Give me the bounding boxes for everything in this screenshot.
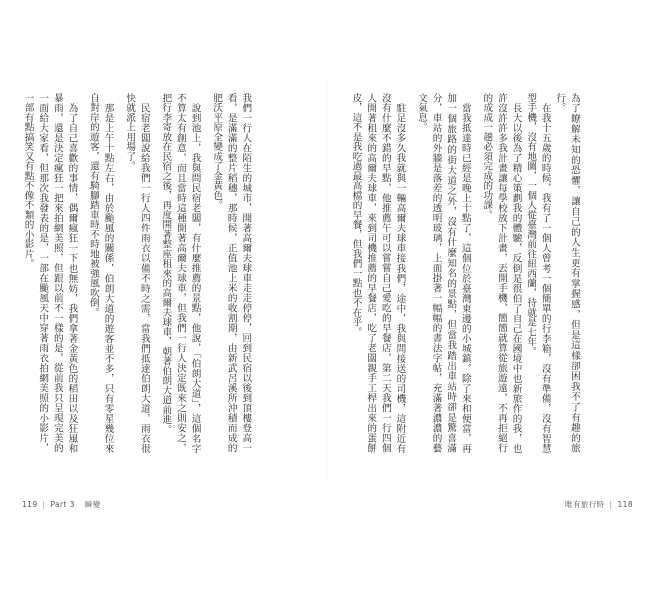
running-title: 唯有旅行時 <box>565 500 605 509</box>
left-page <box>20 93 310 453</box>
page-gutter <box>327 80 328 480</box>
paragraph: 我們一行人在陌生的城市，開著高爾夫球車走走停停，回到民宿以後到頂樓登高一看，是滿滿的整片稻穗，那時候，正值池上米的收割期，由新武呂溪所沖積而成的肥沃平原全變成了金黃色。 <box>211 93 252 453</box>
page-number: 119 <box>22 500 38 509</box>
paragraph: 為了自己喜歡的事情，偶爾瘋狂一下也無妨，我們拿著金黃色的稻田以及狂風和暴雨，還是決定瘋狂一把來拍網美照，但跟以前不一樣的是，從前我只呈現完美的一面給大家看，但那次我發表的是，一部在颱風天中穿著雨衣拍網美照的小影片，一部有點搞笑又有點不像不類的小影片。 <box>22 93 78 453</box>
part-label: Part 3 <box>50 500 75 509</box>
right-page <box>348 93 638 453</box>
paragraph: 當我抵達時已經是晚上十點了，這個位於臺灣東邊的小城鎮，除了來和便當，再加一個旅路的街大道之外，沒有什麼知名的景點，但當我踏出車站時卻是驚喜滿分，車站的外牆是落差的透明玻璃，上面掛著一幅幅的書法字帖，充滿著濃濃的藝文氣息。 <box>415 93 471 453</box>
paragraph: 駐足沒多久我就與一輛高爾夫球車接我們，途中，我與問接送的司機，這附近有沒有什麼不錯的早點，他推薦午可以嘗嘗自己愛吃的早餐店，第二天我們一行四個人開著租來的高爾夫球車，來到司機推薦的早餐店，吃了老闆親手工桿出來的蛋餅皮，這不是我吃過最高檔的早餐，但我們一點也不在乎。 <box>350 93 406 453</box>
section-title: 瞬變 <box>84 500 101 509</box>
page-number: 118 <box>617 500 633 509</box>
paragraph: 在我十五歲的時候，我有了一個人曾考一個簡單的行李箱，沒有準備，沒有智慧型手機，沒有地圖，一個人從臺灣前往紐西蘭，待就是七年。 <box>525 93 551 453</box>
left-page-footer: 119 | Part 3 瞬變 <box>22 500 101 509</box>
right-page-body <box>348 93 581 453</box>
right-page-footer: 唯有旅行時 | 118 <box>565 500 633 509</box>
paragraph: 那是上午十點左右，由於颱風的關係，伯朗大道的遊客並不多，只有零星幾位來自對岸的遊客，還有騎腳踏車時不時地被強風吹倒。 <box>87 93 114 453</box>
paragraph: 為了瞭解未知的恐懼，讓自己的人生更有掌握感，但是這樣卻困我不了有趣的旅行。 <box>554 93 580 453</box>
paragraph: 民宿老闆說給我們一行人四件雨衣以備不時之需，當我們抵達伯朗大道，雨衣很快就派上用場了。 <box>124 93 150 453</box>
left-page-body <box>20 93 252 453</box>
paragraph: 說到池上，我與問民宿老闆，有什麼推薦的景點，他說，「伯朗大道」，這個名字不算太有創意，而且當時這種開著高爾夫球車，但我們一行人決定既來之則安之，把行李寄放在民宿之後，再度開著整座租來的高爾夫球車，朝著伯朗大道前進。 <box>160 93 201 453</box>
paragraph: 長大以後為了精心策劃我的體驗，反倒是很伯了自己在國境中也新旅作的我，也許沒許許多我計畫讓每學校放下計畫，丟開手機，簡簡就算從旅遊遠，不再拒絕行的成成一趟必須完成的功課。 <box>481 93 522 453</box>
